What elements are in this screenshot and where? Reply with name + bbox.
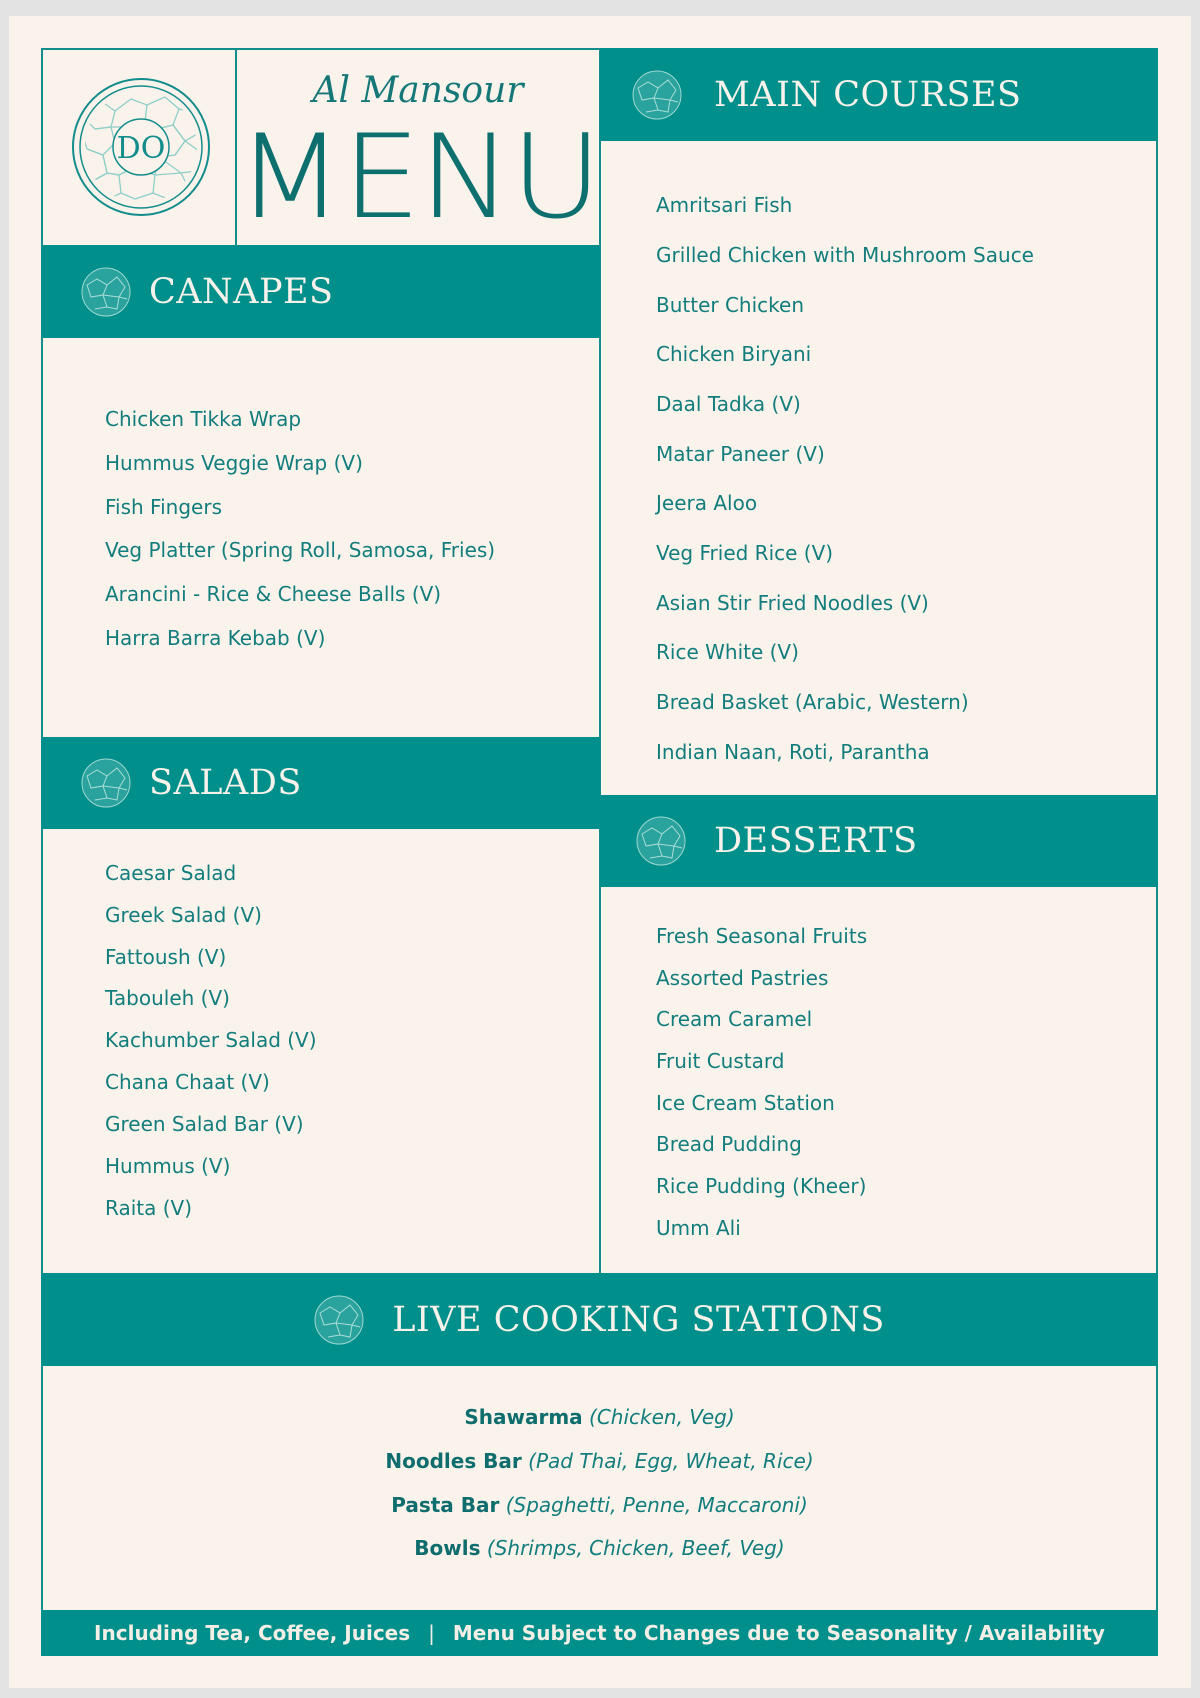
mosaic-circle-icon bbox=[81, 267, 131, 317]
list-item: Chana Chaat (V) bbox=[105, 1070, 270, 1094]
salads-header bbox=[41, 737, 600, 829]
live-cooking-header bbox=[41, 1273, 1158, 1366]
list-item: Chicken Biryani bbox=[656, 342, 812, 366]
station-name: Noodles Bar bbox=[385, 1449, 522, 1473]
station-name: Shawarma bbox=[464, 1405, 583, 1429]
list-item: Umm Ali bbox=[656, 1216, 741, 1240]
main-courses-header bbox=[600, 48, 1158, 141]
list-item: Arancini - Rice & Cheese Balls (V) bbox=[105, 582, 442, 606]
list-item: Chicken Tikka Wrap bbox=[105, 407, 302, 431]
list-item: Hummus (V) bbox=[105, 1154, 231, 1178]
list-item: Bread Basket (Arabic, Western) bbox=[656, 690, 969, 714]
mosaic-circle-icon bbox=[81, 758, 131, 808]
station-options: (Pad Thai, Egg, Wheat, Rice) bbox=[528, 1449, 814, 1473]
list-item: Bread Pudding bbox=[656, 1132, 802, 1156]
list-item: Daal Tadka (V) bbox=[656, 392, 801, 416]
list-item: Caesar Salad bbox=[105, 861, 237, 885]
list-item: Rice White (V) bbox=[656, 640, 799, 664]
station-item bbox=[41, 1405, 1158, 1429]
mosaic-circle-icon bbox=[636, 816, 686, 866]
canapes-header bbox=[41, 245, 600, 338]
list-item: Greek Salad (V) bbox=[105, 903, 262, 927]
list-item: Veg Platter (Spring Roll, Samosa, Fries) bbox=[105, 538, 496, 562]
station-item bbox=[41, 1449, 1158, 1473]
list-item: Fruit Custard bbox=[656, 1049, 785, 1073]
mosaic-circle-icon bbox=[632, 70, 682, 120]
list-item: Indian Naan, Roti, Parantha bbox=[656, 740, 930, 764]
list-item: Harra Barra Kebab (V) bbox=[105, 626, 326, 650]
list-item: Veg Fried Rice (V) bbox=[656, 541, 834, 565]
list-item: Cream Caramel bbox=[656, 1007, 813, 1031]
list-item: Hummus Veggie Wrap (V) bbox=[105, 451, 363, 475]
list-item: Amritsari Fish bbox=[656, 193, 793, 217]
canapes-title: CANAPES bbox=[149, 271, 334, 312]
list-item: Tabouleh (V) bbox=[105, 986, 230, 1010]
list-item: Jeera Aloo bbox=[656, 491, 758, 515]
list-item: Kachumber Salad (V) bbox=[105, 1028, 317, 1052]
list-item: Ice Cream Station bbox=[656, 1091, 835, 1115]
brand-name: Al Mansour bbox=[312, 70, 524, 111]
page-title: MENU bbox=[235, 110, 601, 245]
logo-monogram: DO bbox=[116, 131, 166, 166]
main-courses-title: MAIN COURSES bbox=[714, 74, 1022, 115]
list-item: Rice Pudding (Kheer) bbox=[656, 1174, 867, 1198]
footer-separator: | bbox=[428, 1621, 435, 1645]
mosaic-circle-icon bbox=[314, 1295, 364, 1345]
do-monogram-logo bbox=[71, 77, 211, 217]
list-item: Fattoush (V) bbox=[105, 945, 227, 969]
station-item bbox=[41, 1493, 1158, 1517]
list-item: Fresh Seasonal Fruits bbox=[656, 924, 868, 948]
desserts-title: DESSERTS bbox=[714, 821, 918, 861]
station-item bbox=[41, 1536, 1158, 1560]
footer-included: Including Tea, Coffee, Juices bbox=[94, 1621, 411, 1645]
list-item: Grilled Chicken with Mushroom Sauce bbox=[656, 243, 1034, 267]
list-item: Butter Chicken bbox=[656, 293, 805, 317]
list-item: Raita (V) bbox=[105, 1196, 193, 1220]
footer-note bbox=[41, 1610, 1158, 1656]
list-item: Asian Stir Fried Noodles (V) bbox=[656, 591, 929, 615]
list-item: Fish Fingers bbox=[105, 495, 222, 519]
list-item: Assorted Pastries bbox=[656, 966, 829, 990]
list-item: Matar Paneer (V) bbox=[656, 442, 825, 466]
station-name: Bowls bbox=[414, 1536, 481, 1560]
footer-disclaimer: Menu Subject to Changes due to Seasonality / Availability bbox=[452, 1621, 1105, 1645]
salads-title: SALADS bbox=[149, 763, 302, 803]
station-options: (Chicken, Veg) bbox=[589, 1405, 735, 1429]
station-options: (Shrimps, Chicken, Beef, Veg) bbox=[486, 1536, 785, 1560]
live-cooking-title: LIVE COOKING STATIONS bbox=[392, 1299, 885, 1340]
station-options: (Spaghetti, Penne, Maccaroni) bbox=[505, 1493, 808, 1517]
station-name: Pasta Bar bbox=[391, 1493, 500, 1517]
desserts-header bbox=[600, 795, 1158, 887]
list-item: Green Salad Bar (V) bbox=[105, 1112, 304, 1136]
